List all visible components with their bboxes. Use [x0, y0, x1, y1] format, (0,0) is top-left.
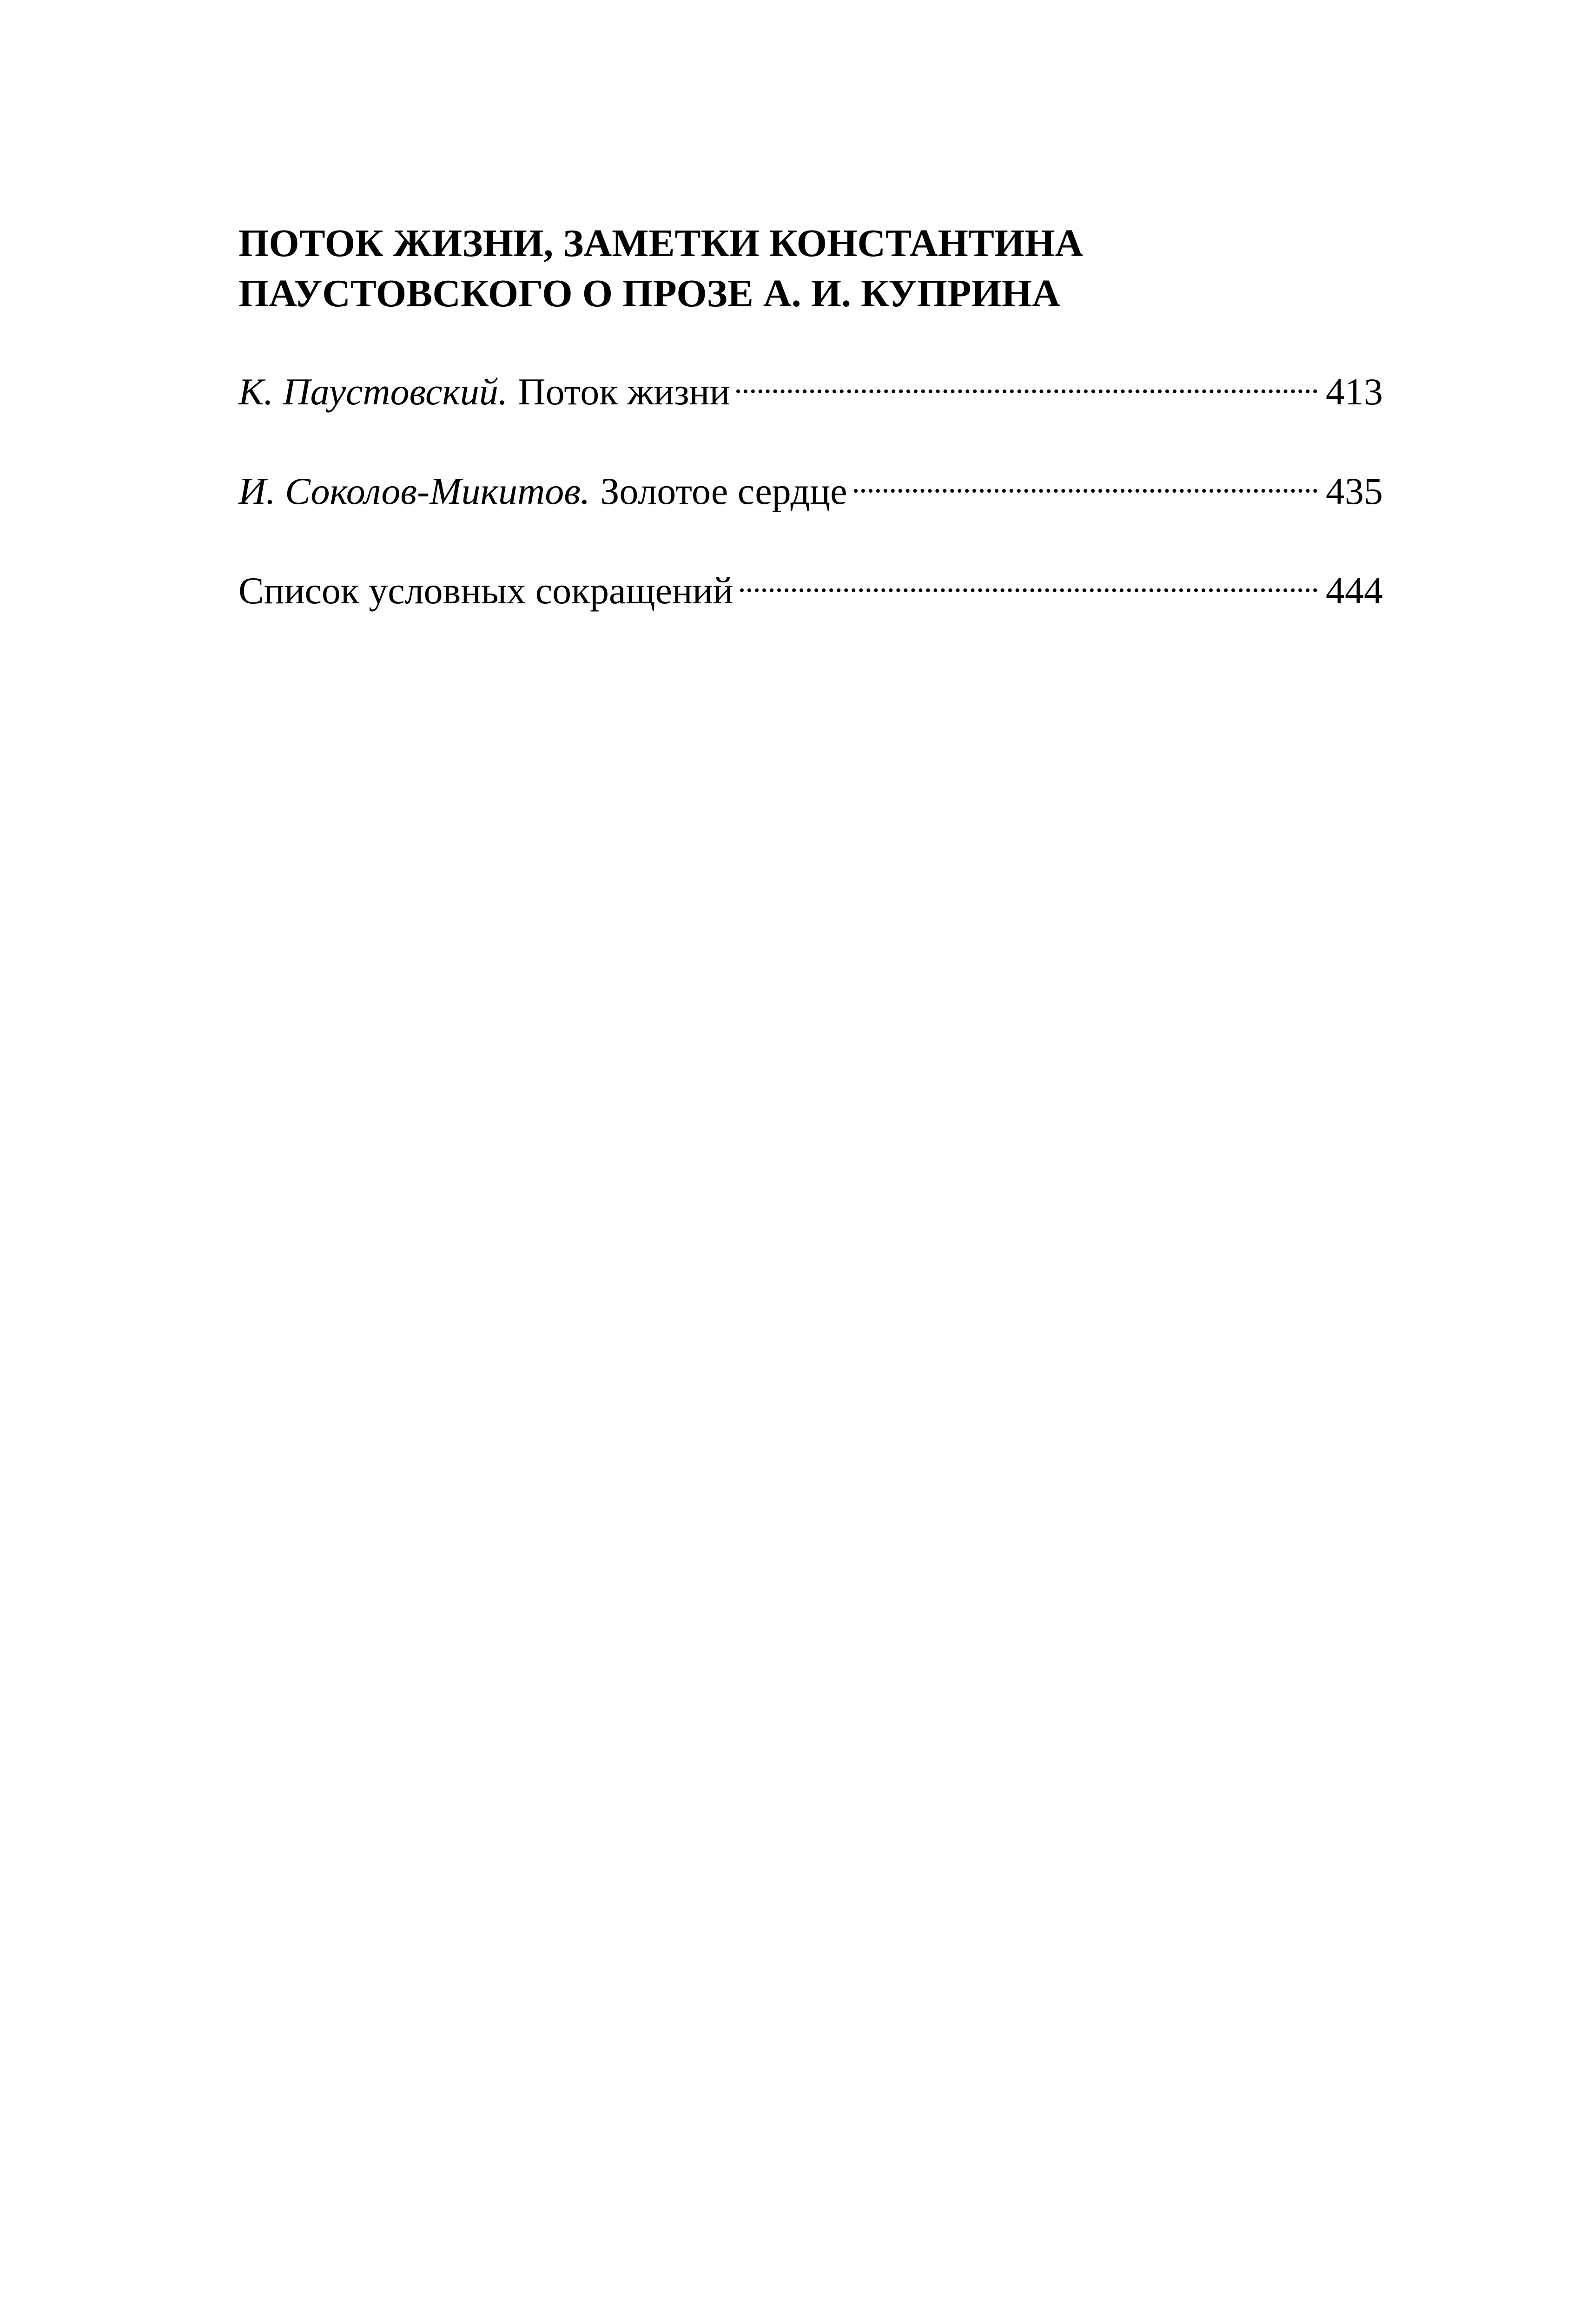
toc-entry-page-number: 435 [1326, 470, 1383, 512]
dot-leader [854, 453, 1317, 504]
toc-entry-title: Поток жизни [518, 370, 730, 413]
toc-entry-abbreviations[interactable] [238, 552, 1383, 612]
toc-entry-author: К. Паустовский. [238, 370, 508, 413]
toc-entry-author: И. Соколов-Микитов. [238, 470, 590, 512]
table-of-contents [238, 353, 1383, 652]
toc-entry-paustovsky[interactable] [238, 353, 1383, 413]
section-heading [238, 218, 1401, 319]
section-heading-line-2: ПАУСТОВСКОГО О ПРОЗЕ А. И. КУПРИНА [238, 272, 1060, 315]
toc-entry-sokolov-mikitov[interactable] [238, 453, 1383, 512]
toc-entry-title: Список условных сокращений [238, 569, 734, 612]
toc-entry-title: Золотое сердце [600, 470, 847, 512]
dot-leader [740, 552, 1317, 603]
section-heading-line-1: ПОТОК ЖИЗНИ, ЗАМЕТКИ КОНСТАНТИНА [238, 222, 1084, 265]
toc-entry-page-number: 413 [1326, 370, 1383, 413]
toc-entry-page-number: 444 [1326, 569, 1383, 612]
dot-leader [736, 353, 1317, 404]
